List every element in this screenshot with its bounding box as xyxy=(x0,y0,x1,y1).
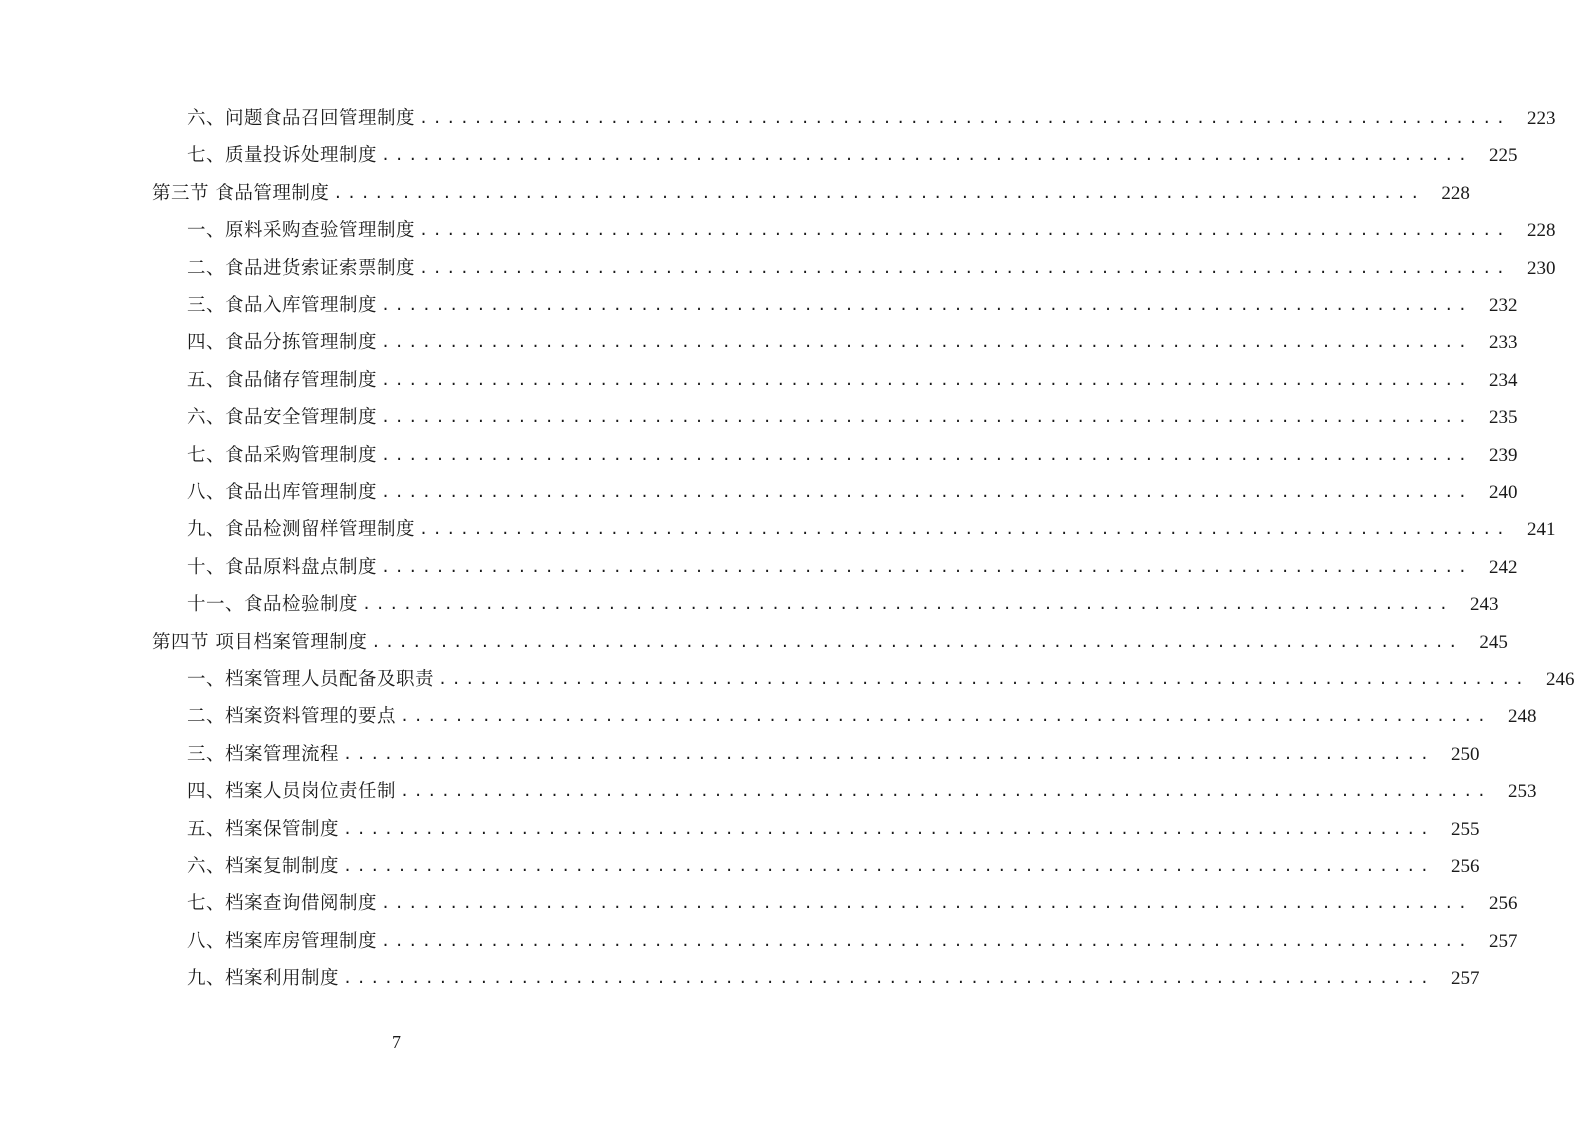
toc-dot-leader: ................................................................................ xyxy=(419,258,1510,277)
toc-entry[interactable] xyxy=(187,960,1480,997)
toc-entry-title: 六、问题食品召回管理制度 xyxy=(187,108,416,129)
toc-dot-leader: ................................................................................ xyxy=(419,520,1510,539)
toc-entry-page: 230 xyxy=(1526,257,1556,279)
toc-dot-leader: ................................................................................ xyxy=(343,819,1434,838)
toc-entry[interactable] xyxy=(187,698,1537,735)
toc-entry-page: 233 xyxy=(1488,332,1518,354)
toc-entry-page: 242 xyxy=(1488,556,1518,578)
toc-entry[interactable] xyxy=(187,137,1518,174)
toc-dot-leader: ................................................................................ xyxy=(381,557,1472,576)
toc-entry-title: 九、档案利用制度 xyxy=(187,968,340,990)
toc-entry-title: 第三节 食品管理制度 xyxy=(152,182,330,204)
toc-entry[interactable] xyxy=(187,437,1518,474)
toc-entry[interactable] xyxy=(187,399,1518,436)
toc-entry[interactable] xyxy=(187,773,1537,810)
toc-dot-leader: ................................................................................ xyxy=(343,744,1434,763)
toc-dot-leader: ................................................................................ xyxy=(381,445,1472,464)
toc-entry-page: 223 xyxy=(1526,108,1556,129)
toc-entry-title: 七、食品采购管理制度 xyxy=(187,444,378,466)
toc-entry-page: 240 xyxy=(1488,482,1518,503)
toc-entry-page: 235 xyxy=(1488,407,1518,429)
toc-entry-title: 一、档案管理人员配备及职责 xyxy=(187,669,435,690)
toc-entry-title: 一、原料采购查验管理制度 xyxy=(187,220,416,242)
toc-dot-leader: ................................................................................ xyxy=(381,370,1472,389)
toc-dot-leader: ................................................................................ xyxy=(419,109,1510,127)
page-number: 7 xyxy=(392,1032,401,1052)
toc-dot-leader: ................................................................................ xyxy=(343,857,1434,875)
toc-dot-leader: ................................................................................ xyxy=(419,221,1510,240)
toc-entry-page: 243 xyxy=(1469,594,1499,616)
toc-section-entry[interactable] xyxy=(152,175,1470,212)
toc-entry[interactable] xyxy=(187,287,1518,324)
toc-entry-page: 246 xyxy=(1545,669,1574,690)
toc-entry-page: 257 xyxy=(1450,968,1480,990)
toc-entry-title: 第四节 项目档案管理制度 xyxy=(152,631,368,653)
toc-dot-leader: ................................................................................ xyxy=(381,146,1472,165)
toc-entry[interactable] xyxy=(187,511,1556,548)
toc-entry[interactable] xyxy=(187,362,1518,399)
toc-dot-leader: ................................................................................ xyxy=(400,707,1491,726)
toc-entry-title: 二、食品进货索证索票制度 xyxy=(187,257,416,279)
toc-entry-title: 四、食品分拣管理制度 xyxy=(187,332,378,354)
toc-entry-title: 十一、食品检验制度 xyxy=(187,594,359,616)
toc-dot-leader: ................................................................................ xyxy=(400,782,1491,801)
toc-dot-leader: ................................................................................ xyxy=(381,333,1472,352)
toc-entry[interactable] xyxy=(187,811,1480,848)
toc-entry-page: 245 xyxy=(1479,631,1508,653)
toc-entry-page: 250 xyxy=(1450,743,1480,765)
toc-entry-title: 八、食品出库管理制度 xyxy=(187,482,378,503)
toc-entry[interactable] xyxy=(187,212,1556,249)
toc-entry-page: 241 xyxy=(1526,519,1556,541)
toc-entry-title: 六、档案复制制度 xyxy=(187,856,340,877)
toc-entry-title: 三、食品入库管理制度 xyxy=(187,295,378,316)
toc-entry-page: 228 xyxy=(1441,182,1470,204)
toc-dot-leader: ................................................................................ xyxy=(438,670,1529,688)
toc-dot-leader: ................................................................................ xyxy=(343,969,1434,988)
toc-entry[interactable] xyxy=(187,885,1518,922)
toc-entry[interactable] xyxy=(187,586,1499,623)
toc-dot-leader: ................................................................................ xyxy=(381,894,1472,913)
toc-entry-page: 256 xyxy=(1450,856,1480,877)
toc-entry-page: 256 xyxy=(1488,893,1518,915)
toc-entry-title: 八、档案库房管理制度 xyxy=(187,930,378,952)
toc-entry[interactable] xyxy=(187,100,1556,137)
toc-entry-title: 五、食品储存管理制度 xyxy=(187,369,378,391)
toc-entry-page: 239 xyxy=(1488,444,1518,466)
toc-entry-title: 三、档案管理流程 xyxy=(187,743,340,765)
toc-entry[interactable] xyxy=(187,549,1518,586)
toc-entry-title: 十、食品原料盘点制度 xyxy=(187,556,378,578)
toc-dot-leader: ................................................................................ xyxy=(371,632,1462,651)
toc-entry-title: 九、食品检测留样管理制度 xyxy=(187,519,416,541)
toc-dot-leader: ................................................................................ xyxy=(381,408,1472,427)
toc-entry-title: 七、质量投诉处理制度 xyxy=(187,145,378,167)
toc-entry-page: 234 xyxy=(1488,369,1518,391)
toc-entry-page: 232 xyxy=(1488,295,1518,316)
toc-dot-leader: ................................................................................ xyxy=(362,595,1453,614)
toc-entry[interactable] xyxy=(187,736,1480,773)
toc-dot-leader: ................................................................................ xyxy=(381,931,1472,950)
toc-entry[interactable] xyxy=(187,474,1518,511)
toc-dot-leader: ................................................................................ xyxy=(381,296,1472,314)
toc-section-entry[interactable] xyxy=(152,624,1508,661)
toc-entry[interactable] xyxy=(187,848,1480,885)
toc-entry-page: 255 xyxy=(1450,818,1480,840)
toc-entry[interactable] xyxy=(187,923,1518,960)
toc-dot-leader: ................................................................................ xyxy=(333,183,1424,202)
toc-entry-page: 257 xyxy=(1488,930,1518,952)
toc-entry[interactable] xyxy=(187,250,1556,287)
toc-entry-page: 228 xyxy=(1526,220,1556,242)
toc-dot-leader: ................................................................................ xyxy=(381,483,1472,501)
toc-entry-title: 七、档案查询借阅制度 xyxy=(187,893,378,915)
toc-entry[interactable] xyxy=(187,324,1518,361)
toc-entry-page: 253 xyxy=(1507,781,1537,803)
toc-entry-page: 225 xyxy=(1488,145,1518,167)
toc-entry-title: 二、档案资料管理的要点 xyxy=(187,706,397,728)
toc-entry-page: 248 xyxy=(1507,706,1537,728)
toc-entry-title: 五、档案保管制度 xyxy=(187,818,340,840)
toc-entry[interactable] xyxy=(187,661,1574,698)
toc-entry-title: 六、食品安全管理制度 xyxy=(187,407,378,429)
toc-entry-title: 四、档案人员岗位责任制 xyxy=(187,781,397,803)
